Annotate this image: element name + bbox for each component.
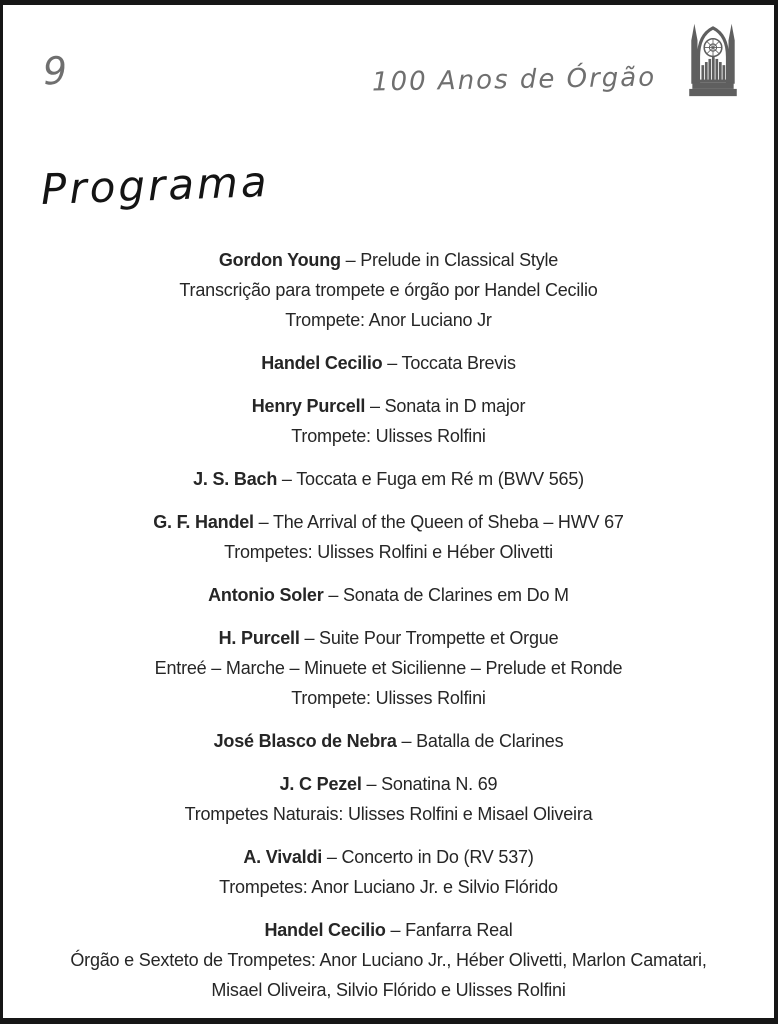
program-entry xyxy=(15,580,762,610)
composer-name: H. Purcell xyxy=(218,628,300,648)
composer-name: José Blasco de Nebra xyxy=(213,731,397,751)
performer-line: Trompete: Ulisses Rolfini xyxy=(291,688,486,708)
program-entry xyxy=(15,348,762,378)
program-entry xyxy=(15,507,762,567)
work-line xyxy=(15,507,762,537)
work-title: – Toccata Brevis xyxy=(382,353,516,373)
performer-line: Trompetes: Ulisses Rolfini e Héber Olivetti xyxy=(224,542,553,562)
program-entry xyxy=(15,623,762,713)
work-line xyxy=(15,726,762,756)
work-line xyxy=(15,580,762,610)
brand-title: 100 Anos de Órgão xyxy=(371,62,657,98)
organ-pipes xyxy=(701,57,725,82)
work-title: – The Arrival of the Queen of Sheba – HWV 67 xyxy=(253,512,624,532)
work-title: – Sonatina N. 69 xyxy=(361,774,498,794)
performer-line: Entreé – Marche – Minuete et Sicilienne – Prelude et Ronde xyxy=(154,658,623,678)
cathedral-organ-icon xyxy=(682,19,744,103)
performer-line: Trompetes Naturais: Ulisses Rolfini e Misael Oliveira xyxy=(184,804,593,824)
composer-name: Handel Cecilio xyxy=(261,353,383,373)
program-entry xyxy=(15,391,762,451)
right-spire xyxy=(729,24,735,84)
performer-line: Misael Oliveira, Silvio Flórido e Ulisses Rolfini xyxy=(211,980,566,1000)
performer-line: Transcrição para trompete e órgão por Handel Cecilio xyxy=(179,280,598,300)
organ-plinth xyxy=(689,89,737,96)
program-entry xyxy=(15,915,762,1005)
work-title: – Batalla de Clarines xyxy=(396,731,564,751)
work-title: – Concerto in Do (RV 537) xyxy=(322,847,534,867)
composer-name: J. C Pezel xyxy=(279,774,362,794)
composer-name: Handel Cecilio xyxy=(264,920,386,940)
composer-name: Antonio Soler xyxy=(208,585,324,605)
left-spire xyxy=(691,24,697,84)
work-line xyxy=(15,915,762,945)
performer-line: Órgão e Sexteto de Trompetes: Anor Luciano Jr., Héber Olivetti, Marlon Camatari, xyxy=(70,950,707,970)
composer-name: Gordon Young xyxy=(218,250,341,270)
work-line xyxy=(15,842,762,872)
program-entry xyxy=(15,464,762,494)
program-entry xyxy=(15,726,762,756)
performer-line: Trompete: Ulisses Rolfini xyxy=(291,426,486,446)
work-line xyxy=(15,464,762,494)
work-title: – Suite Pour Trompette et Orgue xyxy=(299,628,559,648)
program-entry xyxy=(15,245,762,335)
composer-name: J. S. Bach xyxy=(193,469,278,489)
section-title-programa: Programa xyxy=(40,157,271,214)
composer-name: Henry Purcell xyxy=(251,396,366,416)
performer-line: Trompete: Anor Luciano Jr xyxy=(285,310,492,330)
composer-name: G. F. Handel xyxy=(153,512,254,532)
work-title: – Prelude in Classical Style xyxy=(340,250,559,270)
program-entry xyxy=(15,769,762,829)
work-line xyxy=(15,391,762,421)
program-list xyxy=(3,245,774,1018)
work-line xyxy=(15,769,762,799)
work-title: – Fanfarra Real xyxy=(385,920,513,940)
organ-base xyxy=(692,83,733,89)
program-entry xyxy=(15,842,762,902)
work-line xyxy=(15,623,762,653)
page-number: 9 xyxy=(41,48,71,94)
work-line xyxy=(15,245,762,275)
composer-name: A. Vivaldi xyxy=(243,847,323,867)
work-title: – Sonata in D major xyxy=(365,396,526,416)
organ-shelf xyxy=(699,80,728,83)
performer-line: Trompetes: Anor Luciano Jr. e Silvio Flórido xyxy=(219,877,558,897)
work-line xyxy=(15,348,762,378)
work-title: – Sonata de Clarines em Do M xyxy=(323,585,569,605)
work-title: – Toccata e Fuga em Ré m (BWV 565) xyxy=(277,469,584,489)
